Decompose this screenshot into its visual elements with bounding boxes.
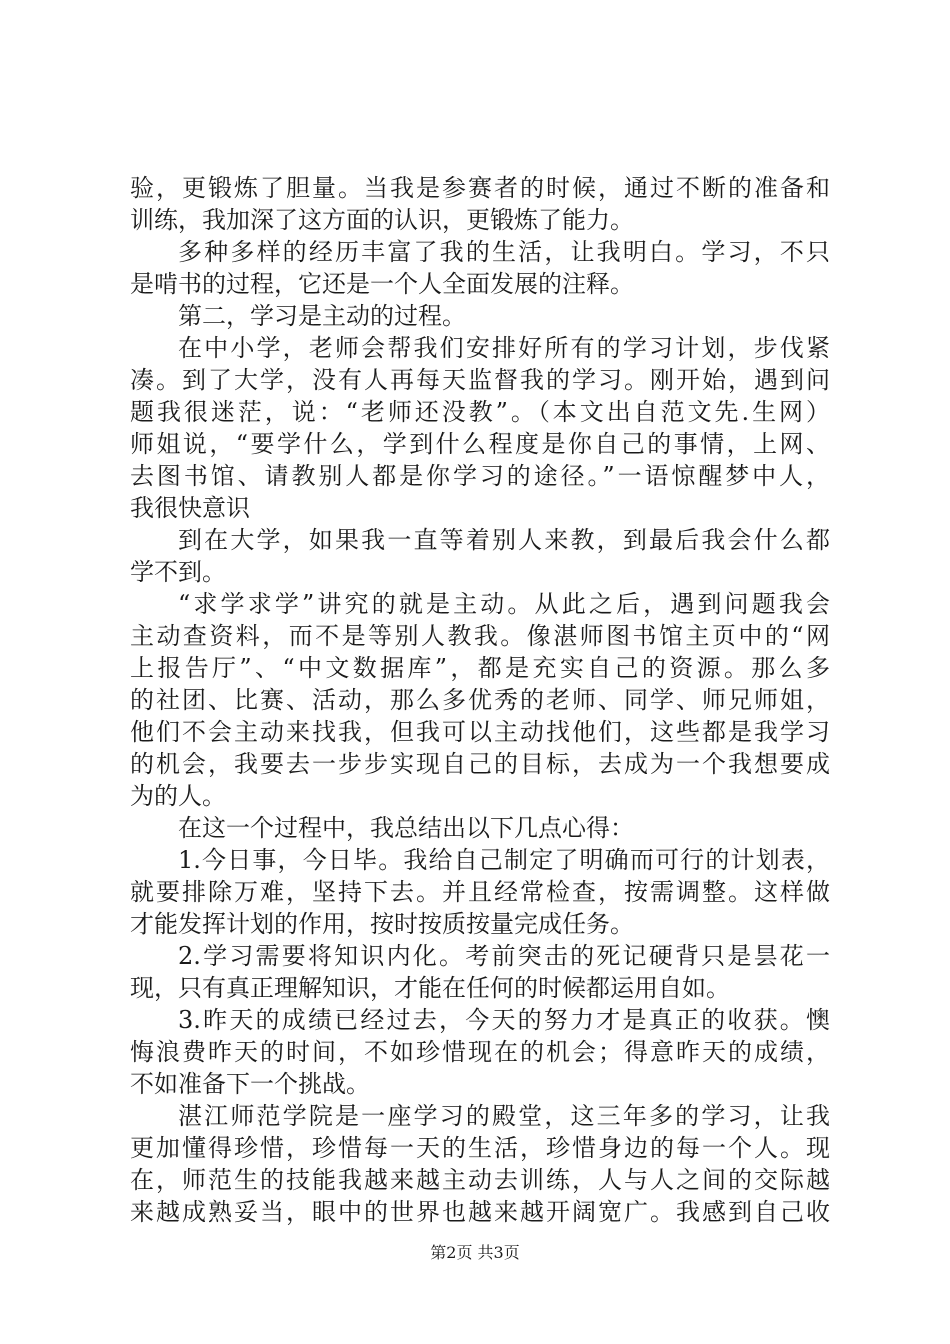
text-line: “求学求学”讲究的就是主动。从此之后，遇到问题我会	[178, 590, 830, 618]
text-line: 的机会，我要去一步步实现自己的目标，去成为一个我想要成	[130, 750, 830, 778]
text-line: 在，师范生的技能我越来越主动去训练，人与人之间的交际越	[130, 1166, 830, 1194]
text-line: 题我很迷茫，说：“老师还没教”。（本文出自范文先.生网）	[130, 398, 830, 426]
text-line: 在这一个过程中，我总结出以下几点心得：	[178, 814, 634, 842]
text-line: 2.学习需要将知识内化。考前突击的死记硬背只是昙花一	[178, 942, 830, 970]
text-line: 3.昨天的成绩已经过去，今天的努力才是真正的收获。懊	[178, 1006, 830, 1034]
text-line: 我很快意识	[130, 494, 250, 522]
text-line: 现，只有真正理解知识，才能在任何的时候都运用自如。	[130, 974, 730, 1002]
page-footer: 第2页 共3页	[430, 1243, 520, 1262]
text-line: 的社团、比赛、活动，那么多优秀的老师、同学、师兄师姐，	[130, 686, 830, 714]
body-text	[130, 172, 830, 1228]
text-line: 就要排除万难，坚持下去。并且经常检查，按需调整。这样做	[130, 878, 830, 906]
text-line: 验，更锻炼了胆量。当我是参赛者的时候，通过不断的准备和	[130, 174, 830, 202]
text-line: 训练，我加深了这方面的认识，更锻炼了能力。	[130, 206, 634, 234]
text-line: 多种多样的经历丰富了我的生活，让我明白。学习，不只	[178, 238, 830, 266]
text-line: 1.今日事，今日毕。我给自己制定了明确而可行的计划表，	[178, 846, 830, 874]
text-line: 他们不会主动来找我，但我可以主动找他们，这些都是我学习	[130, 718, 830, 746]
text-line: 湛江师范学院是一座学习的殿堂，这三年多的学习，让我	[178, 1102, 830, 1130]
text-line: 师姐说，“要学什么，学到什么程度是你自己的事情，上网、	[130, 430, 830, 458]
text-line: 悔浪费昨天的时间，不如珍惜现在的机会；得意昨天的成绩，	[130, 1038, 830, 1066]
text-line: 才能发挥计划的作用，按时按质按量完成任务。	[130, 910, 634, 938]
text-line: 学不到。	[130, 558, 226, 586]
text-line: 到在大学，如果我一直等着别人来教，到最后我会什么都	[178, 526, 830, 554]
text-line: 为的人。	[130, 782, 226, 810]
text-line: 不如准备下一个挑战。	[130, 1070, 370, 1098]
text-line: 是啃书的过程，它还是一个人全面发展的注释。	[130, 270, 634, 298]
text-line: 上报告厅”、“中文数据库”，都是充实自己的资源。那么多	[130, 654, 830, 682]
text-line: 来越成熟妥当，眼中的世界也越来越开阔宽广。我感到自己收	[130, 1198, 830, 1226]
text-line: 去图书馆、请教别人都是你学习的途径。”一语惊醒梦中人，	[130, 462, 830, 490]
text-line: 主动查资料，而不是等别人教我。像湛师图书馆主页中的“网	[130, 622, 830, 650]
text-line: 更加懂得珍惜，珍惜每一天的生活，珍惜身边的每一个人。现	[130, 1134, 830, 1162]
text-line: 凑。到了大学，没有人再每天监督我的学习。刚开始，遇到问	[130, 366, 830, 394]
text-line: 在中小学，老师会帮我们安排好所有的学习计划，步伐紧	[178, 334, 830, 362]
text-line: 第二，学习是主动的过程。	[178, 302, 466, 330]
